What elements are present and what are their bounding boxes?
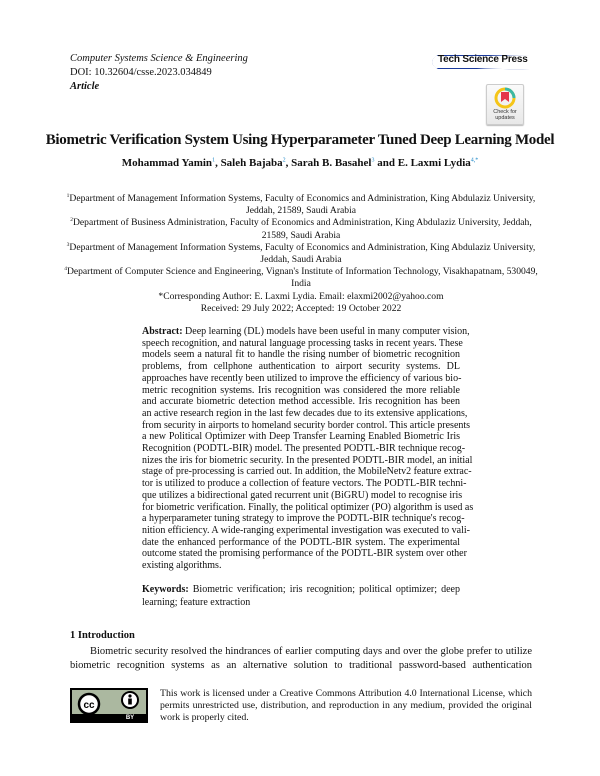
doi[interactable]: DOI: 10.32604/csse.2023.034849 [70,67,212,78]
badge-line: Check for [493,109,517,115]
author-list: Mohammad Yamin$^1$, Saleh Bajaba$^2$, Sarah B. Basahel$^3$ and E. Laxmi Lydia$^{4,*}$ [121,157,479,169]
text-line: and accurate biometric detection method accessible. Iris recognition has been [142,396,460,408]
text-line: date the enhanced performance of the PODTL-BIR system. The experimental [142,536,460,548]
article-type: Article [70,81,100,92]
abstract [142,326,474,572]
publisher-logo [424,53,532,71]
intro-paragraph [70,645,532,673]
text-line: learning; feature extraction [142,596,251,608]
text-line: tor is utilized to produce a collection of feature vectors. The PODTL-BIR techni- [142,478,467,490]
text-line: biometric recognition systems as an alternative solution to traditional password-based authentication [70,660,532,671]
bookmark-icon [487,86,523,110]
text-line: speech recognition, and natural language processing tasks in recent years. These [142,337,463,349]
text-line: outcome stated the promising performance of the PODTL-BIR system over other [142,548,467,560]
label: Keywords: [142,584,189,595]
text-line: metric recognition systems. Iris recognition was considered the more reliable [142,384,460,396]
affiliations [60,193,542,315]
text-line: nition efficiency. A wide-ranging experimental investigation was executed to vali- [142,524,470,536]
publisher-name: Tech Science Press [438,54,528,65]
text-line: nizes the iris for biometric security. In the presented PODTL-BIR model, an initial [142,454,473,466]
received-dates: Received: 29 July 2022; Accepted: 19 October 2022 [200,302,402,314]
text-line: que utilizes a bidirectional gated recurrent unit (BiGRU) model to recognise iris [142,489,463,501]
text-line: models seem a natural fit to handle the rising number of biometric recognition [142,349,460,361]
keywords [142,584,460,609]
author[interactable]: Saleh Bajaba$^2$ [220,157,286,169]
text-line: Keywords: Biometric verification; iris recognition; political optimizer; deep [142,584,460,595]
text-line: problems, from cellphone authentication to airport security systems. DL [142,361,460,373]
author[interactable]: E. Laxmi Lydia$^{4,*}$ [397,157,479,169]
license-text: This work is licensed under a Creative Commons Attribution 4.0 International License, which permits unrestricted use, distribution, and reproduction in any medium, provided the original work is properly cited. [160,688,532,724]
text-line: Recognition (PODTL-BIR) model. The presented PODTL-BIR technique recog- [142,443,466,455]
check-for-updates-button[interactable] [486,84,524,125]
text-line: an active research region in the last few decades due to its extensive applications, [142,407,468,419]
text-line: existing algorithms. [142,560,222,572]
paper-title: Biometric Verification System Using Hyperparameter Tuned Deep Learning Model [45,132,555,148]
cc-icon [72,690,146,714]
text-line: for biometric verification. Finally, the political optimizer (PO) algorithm is used as [142,501,474,513]
svg-text:cc: cc [83,700,95,711]
corresponding-author: *Corresponding Author: E. Laxmi Lydia. Email: elaxmi2002@yahoo.com [158,290,444,302]
text-line: Biometric security resolved the hindrances of earlier computing days and over the globe prefer to utilize [90,646,532,657]
author[interactable]: Sarah B. Basahel$^3$ [291,157,375,169]
journal-name: Computer Systems Science & Engineering [70,53,248,64]
affiliation: $^1$Department of Management Information Systems, Faculty of Economics and Administration, King Abdulaziz University, Jeddah, 21589, Saudi Arabia [66,192,536,217]
text-line: a new Political Optimizer with Deep Transfer Learning Enabled Biometric Iris [142,431,460,443]
affiliation: $^4$Department of Computer Science and Engineering, Vignan's Institute of Information Technology, Visakhapatnam, 530049, India [64,266,538,290]
section-heading: 1 Introduction [70,630,135,641]
text-line: stage of pre-processing is carried out. In addition, the MobileNetv2 feature extrac- [142,466,472,478]
text-line: from security in airports to homeland security border control. This article presents [142,419,471,431]
text-line: approaches have recently been utilized to improve the efficiency of various bio- [142,372,462,384]
label: Abstract: [142,326,183,337]
affiliation: $^2$Department of Business Administration, Faculty of Economics and Administration, King Abdulaziz University, Jeddah, 21589, Saudi Arabia [70,217,532,241]
by-label: BY [125,715,135,721]
cc-by-license-badge[interactable] [70,688,148,723]
text-line: Abstract: Deep learning (DL) models have been useful in many computer vision, [142,326,470,337]
text-line: a hyperparameter tuning strategy to improve the PODTL-BIR technique's recog- [142,513,465,525]
affiliation: $^3$Department of Management Information Systems, Faculty of Economics and Administration, King Abdulaziz University, Jeddah, Saudi Arabia [66,241,536,266]
badge-line: updates [495,115,515,121]
author[interactable]: Mohammad Yamin$^1$ [121,157,216,169]
